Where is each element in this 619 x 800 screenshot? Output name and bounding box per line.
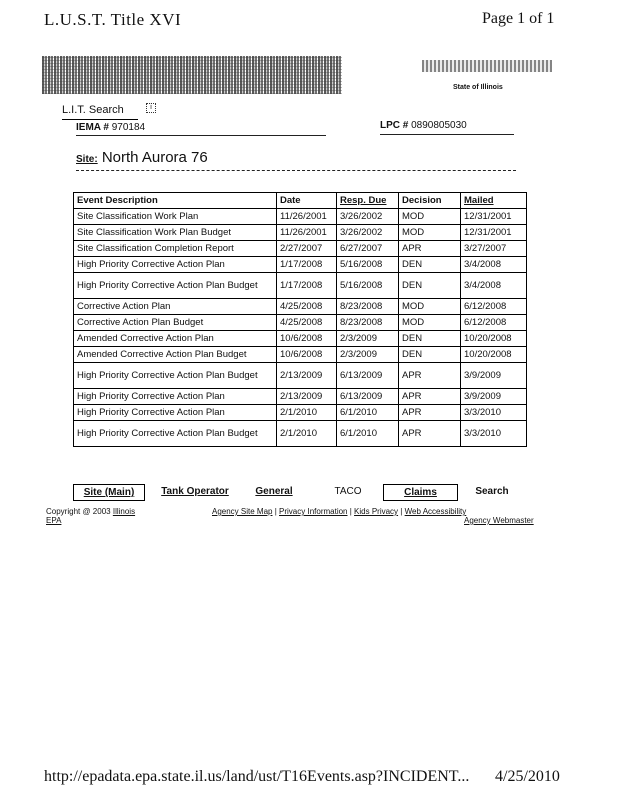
divider (76, 170, 516, 171)
resp-due: 8/23/2008 (337, 299, 399, 315)
event-date: 4/25/2008 (277, 299, 337, 315)
tab-taco[interactable] (313, 484, 383, 501)
col-mailed[interactable]: Mailed (461, 193, 527, 209)
mailed-date: 10/20/2008 (461, 347, 527, 363)
tab-label: Claims (404, 487, 437, 498)
decision: MOD (399, 315, 461, 331)
epa-link[interactable]: EPA (46, 516, 62, 525)
mailed-date: 3/9/2009 (461, 363, 527, 389)
events-table (73, 192, 527, 447)
tab-general[interactable] (243, 484, 305, 501)
event-description: Amended Corrective Action Plan Budget (74, 347, 277, 363)
resp-due: 6/1/2010 (337, 405, 399, 421)
agency-banner (42, 52, 552, 98)
event-description: High Priority Corrective Action Plan Budget (74, 363, 277, 389)
event-date: 2/1/2010 (277, 421, 337, 447)
decision: DEN (399, 347, 461, 363)
event-description: Site Classification Completion Report (74, 241, 277, 257)
copyright-text: Copyright @ 2003 (46, 507, 111, 516)
table-row (74, 331, 527, 347)
lpc-value: 0890805030 (411, 120, 467, 131)
table-header-row (74, 193, 527, 209)
footer-copyright (46, 507, 135, 525)
agency-webmaster-link[interactable]: Agency Webmaster (464, 516, 534, 525)
event-date: 2/13/2009 (277, 389, 337, 405)
decision: APR (399, 389, 461, 405)
illinois-link[interactable]: Illinois (112, 507, 136, 516)
iema-value: 970184 (111, 122, 146, 133)
site-map-link[interactable]: Agency Site Map (212, 507, 273, 516)
table-row (74, 225, 527, 241)
decision: DEN (399, 273, 461, 299)
decision: DEN (399, 257, 461, 273)
tab-claims[interactable] (383, 484, 458, 501)
resp-due: 6/13/2009 (337, 363, 399, 389)
tab-site-main[interactable] (73, 484, 145, 501)
event-date: 2/13/2009 (277, 363, 337, 389)
decision: APR (399, 405, 461, 421)
resp-due: 5/16/2008 (337, 257, 399, 273)
mailed-date: 12/31/2001 (461, 209, 527, 225)
info-icon[interactable]: i (146, 103, 156, 113)
decision: MOD (399, 299, 461, 315)
separator: | (274, 507, 277, 516)
table-row (74, 273, 527, 299)
event-description: High Priority Corrective Action Plan (74, 405, 277, 421)
banner-decoration (422, 60, 552, 72)
print-page-number: Page 1 of 1 (482, 10, 555, 27)
resp-due: 6/27/2007 (337, 241, 399, 257)
mailed-date: 6/12/2008 (461, 315, 527, 331)
resp-due: 2/3/2009 (337, 331, 399, 347)
col-resp-due[interactable]: Resp. Due (337, 193, 399, 209)
event-date: 2/27/2007 (277, 241, 337, 257)
site-value: North Aurora 76 (101, 149, 208, 166)
tab-label: Search (475, 486, 509, 497)
mailed-date: 10/20/2008 (461, 331, 527, 347)
web-accessibility-link[interactable]: Web Accessibility (404, 507, 467, 516)
event-description: Corrective Action Plan (74, 299, 277, 315)
resp-due: 3/26/2002 (337, 209, 399, 225)
decision: APR (399, 363, 461, 389)
event-description: High Priority Corrective Action Plan Budget (74, 421, 277, 447)
col-date: Date (277, 193, 337, 209)
site-nav-tabs (73, 484, 529, 502)
table-row (74, 421, 527, 447)
col-decision: Decision (399, 193, 461, 209)
resp-due: 3/26/2002 (337, 225, 399, 241)
event-date: 11/26/2001 (277, 225, 337, 241)
site-name (76, 149, 208, 166)
tab-tank-operator[interactable] (150, 484, 240, 501)
table-row (74, 209, 527, 225)
mailed-date: 3/4/2008 (461, 273, 527, 299)
tab-label: TACO (334, 486, 362, 497)
col-event-description: Event Description (74, 193, 277, 209)
events-table-body (74, 209, 527, 447)
lit-search-underline (62, 119, 138, 120)
iema-number (76, 122, 145, 133)
event-description: Site Classification Work Plan Budget (74, 225, 277, 241)
table-row (74, 315, 527, 331)
table-row (74, 241, 527, 257)
table-row (74, 363, 527, 389)
mailed-date: 3/27/2007 (461, 241, 527, 257)
mailed-date: 3/9/2009 (461, 389, 527, 405)
resp-due: 5/16/2008 (337, 273, 399, 299)
kids-privacy-link[interactable]: Kids Privacy (354, 507, 399, 516)
resp-due: 8/23/2008 (337, 315, 399, 331)
divider (76, 135, 326, 136)
mailed-date: 3/3/2010 (461, 405, 527, 421)
lpc-number (380, 120, 467, 131)
iema-label: IEMA # (76, 122, 109, 133)
decision: APR (399, 421, 461, 447)
tab-label: Site (Main) (83, 487, 135, 498)
tab-search[interactable] (458, 484, 526, 501)
lit-search-link[interactable] (62, 104, 124, 116)
site-label: Site: (76, 154, 98, 165)
lit-search-label: L.I.T. Search (62, 104, 124, 116)
state-label: State of Illinois (453, 84, 503, 91)
table-row (74, 347, 527, 363)
event-description: Amended Corrective Action Plan (74, 331, 277, 347)
event-date: 11/26/2001 (277, 209, 337, 225)
event-date: 10/6/2008 (277, 347, 337, 363)
banner-logo-image (42, 56, 342, 94)
lpc-label: LPC # (380, 120, 409, 131)
divider (380, 134, 514, 135)
separator: | (400, 507, 403, 516)
event-date: 1/17/2008 (277, 273, 337, 299)
event-description: Corrective Action Plan Budget (74, 315, 277, 331)
mailed-date: 6/12/2008 (461, 299, 527, 315)
table-row (74, 405, 527, 421)
print-date: 4/25/2010 (495, 768, 560, 785)
resp-due: 2/3/2009 (337, 347, 399, 363)
event-description: High Priority Corrective Action Plan (74, 257, 277, 273)
event-description: High Priority Corrective Action Plan Budget (74, 273, 277, 299)
decision: APR (399, 241, 461, 257)
table-row (74, 257, 527, 273)
event-date: 2/1/2010 (277, 405, 337, 421)
footer-links (212, 507, 534, 525)
print-header-title: L.U.S.T. Title XVI (44, 10, 182, 29)
mailed-date: 3/4/2008 (461, 257, 527, 273)
separator: | (349, 507, 352, 516)
resp-due: 6/13/2009 (337, 389, 399, 405)
event-description: High Priority Corrective Action Plan (74, 389, 277, 405)
table-row (74, 299, 527, 315)
tab-label: Tank Operator (161, 486, 229, 497)
table-row (74, 389, 527, 405)
decision: DEN (399, 331, 461, 347)
decision: MOD (399, 209, 461, 225)
privacy-link[interactable]: Privacy Information (279, 507, 348, 516)
event-date: 4/25/2008 (277, 315, 337, 331)
tab-label: General (255, 486, 293, 497)
mailed-date: 3/3/2010 (461, 421, 527, 447)
event-date: 10/6/2008 (277, 331, 337, 347)
event-date: 1/17/2008 (277, 257, 337, 273)
resp-due: 6/1/2010 (337, 421, 399, 447)
print-url: http://epadata.epa.state.il.us/land/ust/T16Events.asp?INCIDENT... (44, 768, 470, 785)
mailed-date: 12/31/2001 (461, 225, 527, 241)
decision: MOD (399, 225, 461, 241)
event-description: Site Classification Work Plan (74, 209, 277, 225)
